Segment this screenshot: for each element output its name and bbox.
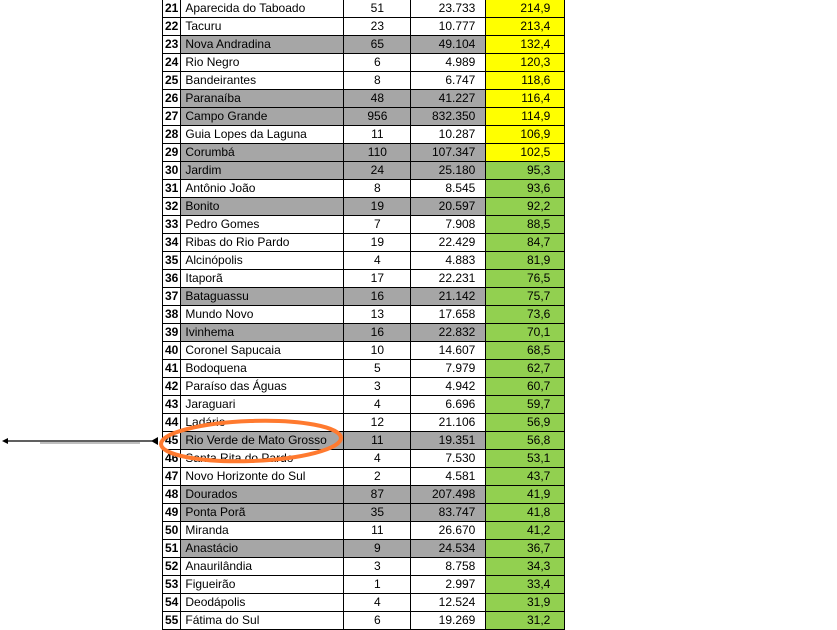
population-cell: 107.347 [411,144,486,162]
count-cell: 3 [344,558,411,576]
population-cell: 8.545 [411,180,486,198]
rank-cell: 25 [163,72,181,90]
table-row [163,306,565,324]
rate-cell: 120,3 [486,54,565,72]
table-row [163,108,565,126]
population-cell: 10.777 [411,18,486,36]
city-cell: Figueirão [181,576,344,594]
table-row [163,468,565,486]
city-cell: Anaurilândia [181,558,344,576]
table-row [163,396,565,414]
city-cell: Rio Negro [181,54,344,72]
count-cell: 6 [344,54,411,72]
population-cell: 49.104 [411,36,486,54]
table-row [163,594,565,612]
table-row [163,486,565,504]
rank-cell: 27 [163,108,181,126]
rate-cell: 31,9 [486,594,565,612]
rank-cell: 43 [163,396,181,414]
rate-cell: 41,9 [486,486,565,504]
population-cell: 22.231 [411,270,486,288]
table-row [163,360,565,378]
city-cell: Rio Verde de Mato Grosso [181,432,344,450]
population-cell: 10.287 [411,126,486,144]
table-row [163,0,565,18]
table-row [163,414,565,432]
table-row [163,504,565,522]
rate-cell: 33,4 [486,576,565,594]
population-cell: 83.747 [411,504,486,522]
rate-cell: 70,1 [486,324,565,342]
city-cell: Coronel Sapucaia [181,342,344,360]
table-row [163,558,565,576]
rank-cell: 24 [163,54,181,72]
rate-cell: 102,5 [486,144,565,162]
rank-cell: 33 [163,216,181,234]
city-cell: Novo Horizonte do Sul [181,468,344,486]
count-cell: 16 [344,324,411,342]
population-cell: 23.733 [411,0,486,18]
population-cell: 21.142 [411,288,486,306]
rank-cell: 51 [163,540,181,558]
arrow-pointer-icon [2,437,158,445]
rank-cell: 29 [163,144,181,162]
rank-cell: 55 [163,612,181,630]
rate-cell: 75,7 [486,288,565,306]
rate-cell: 132,4 [486,36,565,54]
population-cell: 24.534 [411,540,486,558]
count-cell: 87 [344,486,411,504]
rate-cell: 114,9 [486,108,565,126]
count-cell: 1 [344,576,411,594]
count-cell: 16 [344,288,411,306]
rate-cell: 31,2 [486,612,565,630]
rank-cell: 47 [163,468,181,486]
city-cell: Bonito [181,198,344,216]
table-row [163,612,565,630]
city-cell: Jardim [181,162,344,180]
rate-cell: 116,4 [486,90,565,108]
table-row [163,90,565,108]
population-cell: 20.597 [411,198,486,216]
count-cell: 4 [344,252,411,270]
city-cell: Bataguassu [181,288,344,306]
rank-cell: 45 [163,432,181,450]
population-cell: 19.269 [411,612,486,630]
city-cell: Antônio João [181,180,344,198]
rank-cell: 49 [163,504,181,522]
city-cell: Jaraguari [181,396,344,414]
rank-cell: 52 [163,558,181,576]
city-cell: Paraíso das Águas [181,378,344,396]
population-cell: 6.747 [411,72,486,90]
population-cell: 17.658 [411,306,486,324]
table-row [163,342,565,360]
rank-cell: 40 [163,342,181,360]
city-cell: Alcinópolis [181,252,344,270]
rank-cell: 50 [163,522,181,540]
count-cell: 8 [344,180,411,198]
table-row [163,18,565,36]
population-cell: 12.524 [411,594,486,612]
city-cell: Pedro Gomes [181,216,344,234]
table-row [163,324,565,342]
population-cell: 25.180 [411,162,486,180]
count-cell: 4 [344,396,411,414]
rate-cell: 118,6 [486,72,565,90]
count-cell: 4 [344,450,411,468]
table-row [163,54,565,72]
city-cell: Miranda [181,522,344,540]
population-cell: 41.227 [411,90,486,108]
count-cell: 11 [344,522,411,540]
population-cell: 8.758 [411,558,486,576]
rank-cell: 53 [163,576,181,594]
city-cell: Deodápolis [181,594,344,612]
count-cell: 35 [344,504,411,522]
population-cell: 832.350 [411,108,486,126]
rank-cell: 30 [163,162,181,180]
rate-cell: 41,2 [486,522,565,540]
population-cell: 22.429 [411,234,486,252]
population-cell: 7.530 [411,450,486,468]
rate-cell: 88,5 [486,216,565,234]
count-cell: 956 [344,108,411,126]
city-cell: Corumbá [181,144,344,162]
population-cell: 26.670 [411,522,486,540]
table-row [163,180,565,198]
count-cell: 12 [344,414,411,432]
city-cell: Bodoquena [181,360,344,378]
count-cell: 2 [344,468,411,486]
table-row [163,162,565,180]
city-cell: Bandeirantes [181,72,344,90]
count-cell: 10 [344,342,411,360]
rate-cell: 59,7 [486,396,565,414]
rate-cell: 93,6 [486,180,565,198]
rank-cell: 54 [163,594,181,612]
city-cell: Santa Rita do Pardo [181,450,344,468]
count-cell: 24 [344,162,411,180]
rank-cell: 41 [163,360,181,378]
table-row [163,36,565,54]
rate-cell: 34,3 [486,558,565,576]
count-cell: 9 [344,540,411,558]
table-row [163,522,565,540]
table-row [163,126,565,144]
city-cell: Nova Andradina [181,36,344,54]
population-cell: 22.832 [411,324,486,342]
city-cell: Dourados [181,486,344,504]
city-cell: Anastácio [181,540,344,558]
rate-cell: 214,9 [486,0,565,18]
population-cell: 4.989 [411,54,486,72]
rate-cell: 68,5 [486,342,565,360]
rank-cell: 21 [163,0,181,18]
rate-cell: 95,3 [486,162,565,180]
city-cell: Ladário [181,414,344,432]
city-cell: Guia Lopes da Laguna [181,126,344,144]
count-cell: 19 [344,198,411,216]
rate-cell: 41,8 [486,504,565,522]
rank-cell: 48 [163,486,181,504]
city-cell: Tacuru [181,18,344,36]
table-row [163,234,565,252]
count-cell: 11 [344,126,411,144]
rank-cell: 23 [163,36,181,54]
count-cell: 11 [344,432,411,450]
rank-cell: 22 [163,18,181,36]
ranking-table [162,0,565,630]
population-cell: 4.581 [411,468,486,486]
count-cell: 110 [344,144,411,162]
population-cell: 14.607 [411,342,486,360]
population-cell: 7.979 [411,360,486,378]
rate-cell: 56,8 [486,432,565,450]
table-row [163,216,565,234]
count-cell: 7 [344,216,411,234]
population-cell: 207.498 [411,486,486,504]
table-row [163,72,565,90]
count-cell: 51 [344,0,411,18]
table-row [163,270,565,288]
count-cell: 6 [344,612,411,630]
count-cell: 5 [344,360,411,378]
rate-cell: 106,9 [486,126,565,144]
table-row [163,252,565,270]
rank-cell: 37 [163,288,181,306]
table-row [163,576,565,594]
rate-cell: 73,6 [486,306,565,324]
population-cell: 2.997 [411,576,486,594]
population-cell: 7.908 [411,216,486,234]
city-cell: Paranaíba [181,90,344,108]
count-cell: 8 [344,72,411,90]
city-cell: Fátima do Sul [181,612,344,630]
count-cell: 23 [344,18,411,36]
rank-cell: 35 [163,252,181,270]
table-row [163,288,565,306]
rate-cell: 92,2 [486,198,565,216]
rank-cell: 28 [163,126,181,144]
population-cell: 6.696 [411,396,486,414]
city-cell: Itaporã [181,270,344,288]
population-cell: 4.942 [411,378,486,396]
table-row [163,432,565,450]
city-cell: Ponta Porã [181,504,344,522]
rate-cell: 62,7 [486,360,565,378]
rank-cell: 42 [163,378,181,396]
rank-cell: 46 [163,450,181,468]
rate-cell: 60,7 [486,378,565,396]
rank-cell: 44 [163,414,181,432]
rank-cell: 26 [163,90,181,108]
count-cell: 19 [344,234,411,252]
count-cell: 4 [344,594,411,612]
city-cell: Campo Grande [181,108,344,126]
table-row [163,198,565,216]
table-body [163,0,565,630]
count-cell: 13 [344,306,411,324]
city-cell: Mundo Novo [181,306,344,324]
population-cell: 21.106 [411,414,486,432]
rate-cell: 56,9 [486,414,565,432]
rank-cell: 38 [163,306,181,324]
table-row [163,378,565,396]
rate-cell: 53,1 [486,450,565,468]
rank-cell: 34 [163,234,181,252]
table-row [163,540,565,558]
rate-cell: 36,7 [486,540,565,558]
rank-cell: 32 [163,198,181,216]
rate-cell: 43,7 [486,468,565,486]
population-cell: 19.351 [411,432,486,450]
table-row [163,144,565,162]
city-cell: Aparecida do Taboado [181,0,344,18]
rate-cell: 84,7 [486,234,565,252]
count-cell: 17 [344,270,411,288]
count-cell: 48 [344,90,411,108]
table-row [163,450,565,468]
rank-cell: 36 [163,270,181,288]
rate-cell: 76,5 [486,270,565,288]
city-cell: Ivinhema [181,324,344,342]
rank-cell: 31 [163,180,181,198]
population-cell: 4.883 [411,252,486,270]
rate-cell: 81,9 [486,252,565,270]
count-cell: 65 [344,36,411,54]
rank-cell: 39 [163,324,181,342]
city-cell: Ribas do Rio Pardo [181,234,344,252]
count-cell: 3 [344,378,411,396]
rate-cell: 213,4 [486,18,565,36]
